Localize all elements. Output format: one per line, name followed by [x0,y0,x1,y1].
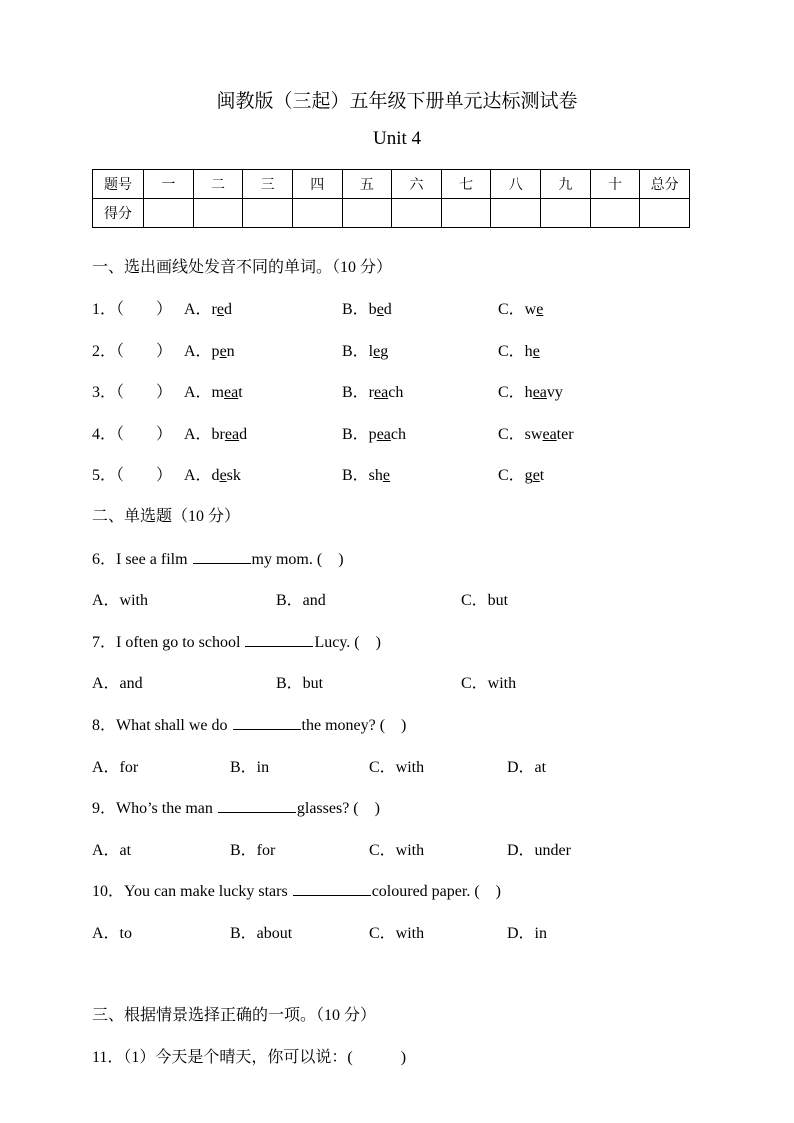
option-a[interactable]: A．bread [184,426,248,443]
score-table-score-row [93,199,690,228]
score-cell: 总分 [640,170,690,199]
option-c[interactable]: C．but [461,592,509,609]
option-b[interactable]: B．peach [342,426,406,443]
option-c[interactable]: C．with [369,759,425,776]
score-entry-cell[interactable] [441,199,491,228]
option-d[interactable]: D．at [507,759,547,776]
question-11: 11．（1）今天是个晴天，你可以说：( ) [92,1049,407,1066]
option-b[interactable]: B．but [276,675,324,692]
option-a[interactable]: A．for [92,759,139,776]
score-cell: 四 [292,170,342,199]
option-a[interactable]: A．red [184,301,232,318]
option-c[interactable]: C．heavy [498,384,563,401]
option-a[interactable]: A．desk [184,467,241,484]
option-c[interactable]: C．with [369,925,425,942]
option-a[interactable]: A．at [92,842,132,859]
score-entry-cell[interactable] [144,199,194,228]
answer-blank[interactable] [193,562,251,564]
exam-title: 闽教版（三起）五年级下册单元达标测试卷 [216,91,578,112]
option-b[interactable]: B．and [276,592,326,609]
option-d[interactable]: D．under [507,842,571,859]
option-a[interactable]: A．with [92,592,149,609]
option-c[interactable]: C．with [369,842,425,859]
option-b[interactable]: B．in [230,759,270,776]
section3-heading: 三、根据情景选择正确的一项。（10 分） [92,1007,377,1024]
score-table [92,169,690,228]
option-c[interactable]: C．with [461,675,517,692]
question-number: 1．（ ） [92,301,173,318]
question-number: 3．（ ） [92,384,173,401]
option-c[interactable]: C．get [498,467,545,484]
score-table-header-row [93,170,690,199]
score-entry-cell[interactable] [193,199,243,228]
section2-heading: 二、单选题（10 分） [92,508,241,525]
answer-blank[interactable] [245,645,313,647]
question-10: 10．You can make lucky stars coloured paper. ( ) [92,883,501,900]
score-cell: 一 [144,170,194,199]
question-6: 6．I see a film my mom. ( ) [92,551,344,568]
score-cell: 十 [590,170,640,199]
score-entry-cell[interactable] [342,199,392,228]
option-c[interactable]: C．sweater [498,426,574,443]
score-entry-cell[interactable] [590,199,640,228]
option-a[interactable]: A．meat [184,384,243,401]
question-number: 4．（ ） [92,426,173,443]
score-cell: 二 [193,170,243,199]
option-b[interactable]: B．for [230,842,276,859]
option-c[interactable]: C．he [498,343,540,360]
score-entry-cell[interactable] [243,199,293,228]
option-b[interactable]: B．leg [342,343,389,360]
option-c[interactable]: C．we [498,301,544,318]
question-8: 8．What shall we do the money? ( ) [92,717,407,734]
option-d[interactable]: D．in [507,925,548,942]
section1-heading: 一、选出画线处发音不同的单词。（10 分） [92,259,393,276]
option-a[interactable]: A．and [92,675,143,692]
question-number: 5．（ ） [92,467,173,484]
option-b[interactable]: B．bed [342,301,392,318]
option-b[interactable]: B．reach [342,384,404,401]
answer-blank[interactable] [233,728,301,730]
score-entry-cell[interactable] [640,199,690,228]
answer-blank[interactable] [293,894,371,896]
option-b[interactable]: B．about [230,925,293,942]
score-cell: 题号 [93,170,144,199]
question-number: 2．（ ） [92,343,173,360]
score-cell: 七 [441,170,491,199]
score-entry-cell[interactable] [541,199,591,228]
score-entry-cell[interactable] [491,199,541,228]
option-a[interactable]: A．to [92,925,133,942]
score-entry-cell[interactable] [292,199,342,228]
unit-title: Unit 4 [372,128,422,149]
score-cell: 五 [342,170,392,199]
option-b[interactable]: B．she [342,467,391,484]
question-9: 9．Who’s the man glasses? ( ) [92,800,380,817]
score-cell: 三 [243,170,293,199]
score-cell: 八 [491,170,541,199]
answer-blank[interactable] [218,811,296,813]
score-cell: 九 [541,170,591,199]
option-a[interactable]: A．pen [184,343,235,360]
score-label-cell: 得分 [93,199,144,228]
score-cell: 六 [392,170,442,199]
question-7: 7．I often go to school Lucy. ( ) [92,634,381,651]
score-entry-cell[interactable] [392,199,442,228]
